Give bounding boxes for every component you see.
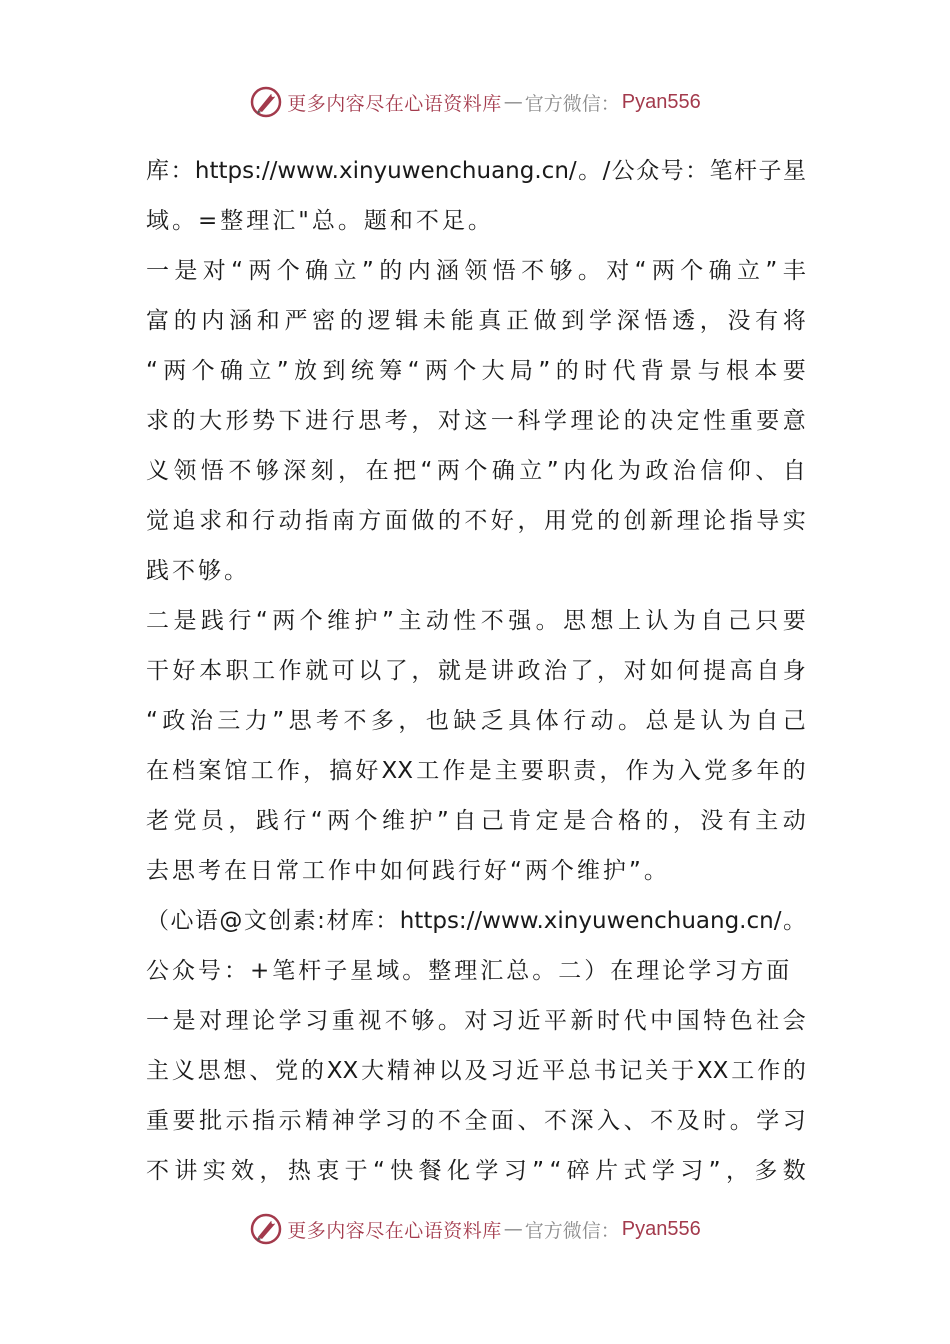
footer-banner (0, 1209, 950, 1249)
banner-wechat-label: 官方微信： (524, 1219, 620, 1242)
text-line: 践不够。 (146, 558, 250, 584)
pen-in-circle-logo-icon (249, 1212, 283, 1246)
text-line: 一 是 对 理 论 学 习 重 视 不 够 。 对 习 近 平 新 时 代 中 国 特 色 社 会 (146, 1008, 806, 1034)
text-line: 去思考在日常工作中如何践行好“两个维护”。 (146, 858, 670, 884)
text-line: “ 两 个 确 立 ” 放 到 统 筹 “ 两 个 大 局 ” 的 时 代 背 景 与 根 本 要 (146, 358, 806, 384)
header-banner (0, 82, 950, 122)
text-line: 一 是 对 “ 两 个 确 立 ” 的 内 涵 领 悟 不 够 。 对 “ 两 个 确 立 ” 丰 (146, 258, 806, 284)
text-line: 不 讲 实 效 ， 热 衷 于 “ 快 餐 化 学 习 ” “ 碎 片 式 学 习 ” ， 多 数 (146, 1158, 806, 1184)
banner-text: 更多内容尽在心语资料库 (287, 1219, 502, 1242)
banner-separator: — (503, 1218, 523, 1240)
text-line: 富 的 内 涵 和 严 密 的 逻 辑 未 能 真 正 做 到 学 深 悟 透 ， 没 有 将 (146, 308, 806, 334)
text-line: 求 的 大 形 势 下 进 行 思 考 ， 对 这 一 科 学 理 论 的 决 定 性 重 要 意 (146, 408, 806, 434)
text-line: 域。=整理汇"总。题和不足。 (146, 208, 494, 234)
banner-wechat-id: Pyan556 (621, 90, 701, 113)
banner-wechat-id: Pyan556 (621, 1217, 701, 1240)
banner-wechat-label: 官方微信： (524, 92, 620, 115)
text-line: （ 心 语 @ 文 创 素 : 材 库 ： https://www.xinyuwenchuang.cn/ 。 (146, 908, 806, 934)
text-line: 在 档 案 馆 工 作 ， 搞 好 XX 工 作 是 主 要 职 责 ， 作 为 入 党 多 年 的 (146, 758, 806, 784)
text-line: 公众号：+笔杆子星域。整理汇总。二）在理论学习方面 (146, 958, 793, 984)
document-body (146, 146, 806, 1196)
text-line: 老 党 员 ， 践 行 “ 两 个 维 护 ” 自 己 肯 定 是 合 格 的 ， 没 有 主 动 (146, 808, 806, 834)
pen-in-circle-logo-icon (249, 85, 283, 119)
text-line: 重 要 批 示 指 示 精 神 学 习 的 不 全 面 、 不 深 入 、 不 及 时 。 学 习 (146, 1108, 806, 1134)
text-line: 干 好 本 职 工 作 就 可 以 了 ， 就 是 讲 政 治 了 ， 对 如 何 提 高 自 身 (146, 658, 806, 684)
text-line: 库 ： https://www.xinyuwenchuang.cn/ 。 / 公 众 号 ： 笔 杆 子 星 (146, 158, 806, 184)
text-line: “ 政 治 三 力 ” 思 考 不 多 ， 也 缺 乏 具 体 行 动 。 总 是 认 为 自 己 (146, 708, 806, 734)
text-line: 主 义 思 想 、 党 的 XX 大 精 神 以 及 习 近 平 总 书 记 关 于 XX 工 作 的 (146, 1058, 806, 1084)
text-line: 二 是 践 行 “ 两 个 维 护 ” 主 动 性 不 强 。 思 想 上 认 为 自 己 只 要 (146, 608, 806, 634)
banner-separator: — (503, 91, 523, 113)
banner-text: 更多内容尽在心语资料库 (287, 92, 502, 115)
text-line: 觉 追 求 和 行 动 指 南 方 面 做 的 不 好 ， 用 党 的 创 新 理 论 指 导 实 (146, 508, 806, 534)
text-line: 义 领 悟 不 够 深 刻 ， 在 把 “ 两 个 确 立 ” 内 化 为 政 治 信 仰 、 自 (146, 458, 806, 484)
